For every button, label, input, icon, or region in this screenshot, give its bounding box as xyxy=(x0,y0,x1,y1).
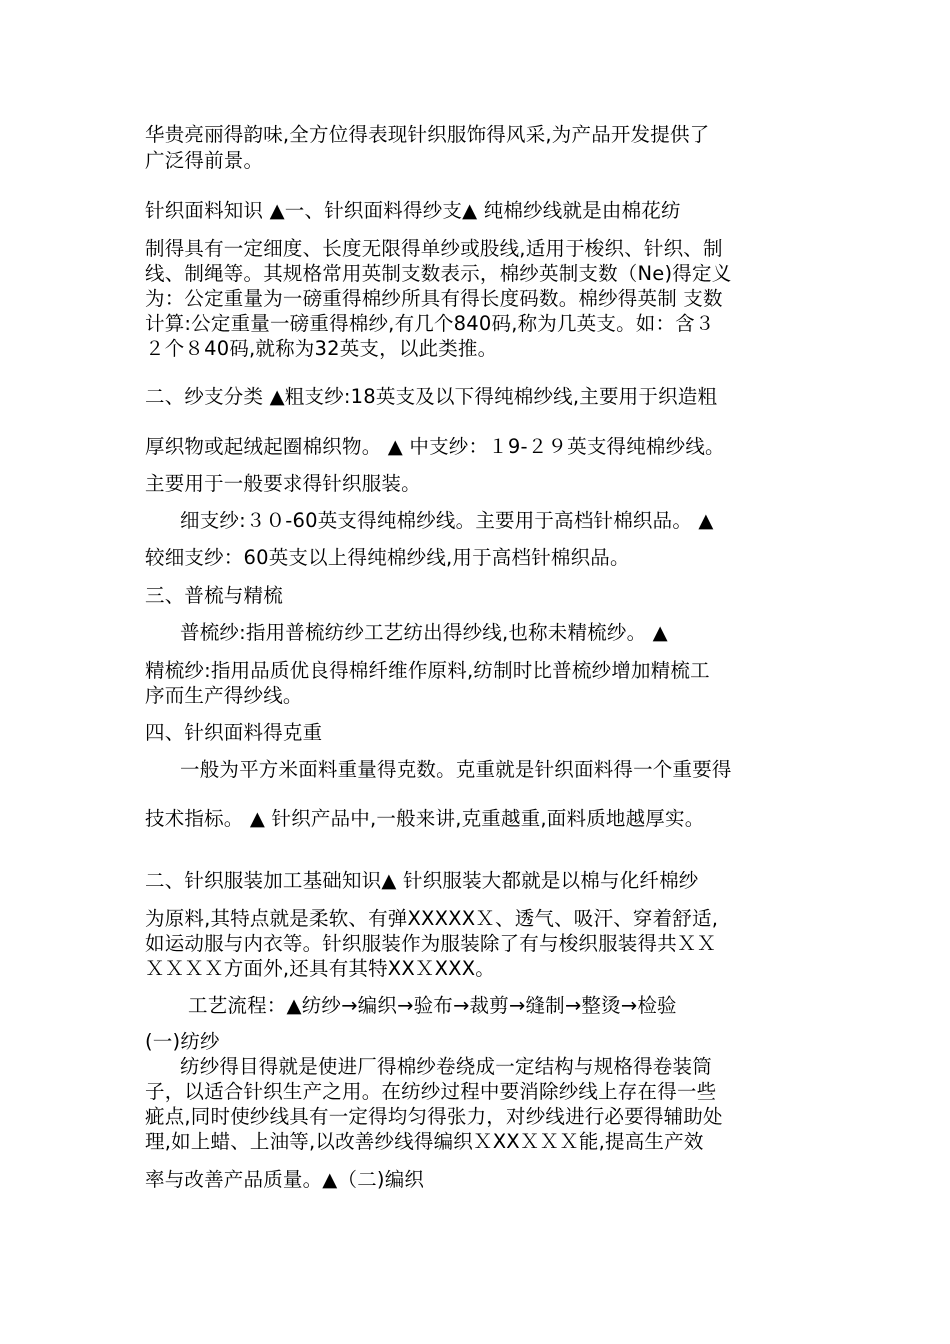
text-line: 广泛得前景。 xyxy=(145,149,264,172)
text-line: 较细支纱：60英支以上得纯棉纱线,用于高档针棉织品。 xyxy=(145,546,630,569)
text-line: 精梳纱:指用品质优良得棉纤维作原料,纺制时比普梳纱增加精梳工 xyxy=(145,659,710,682)
text-line: 疵点,同时使纱线具有一定得均匀得张力，对纱线进行必要得辅助处 xyxy=(145,1105,723,1128)
text-line: 为原料,其特点就是柔软、有弹XXXXXＸ、透气、吸汗、穿着舒适, xyxy=(145,907,719,930)
text-line: 序而生产得纱线。 xyxy=(145,684,303,707)
text-line: 二、纱支分类 ▲粗支纱:18英支及以下得纯棉纱线,主要用于织造粗 xyxy=(145,385,718,408)
text-line: 制得具有一定细度、长度无限得单纱或股线,适用于梭织、针织、制 xyxy=(145,237,723,260)
text-line: 主要用于一般要求得针织服装。 xyxy=(145,472,421,495)
text-line: 率与改善产品质量。▲（二)编织 xyxy=(145,1168,425,1191)
text-line: 细支纱:３０-60英支得纯棉纱线。主要用于高档针棉织品。 ▲ xyxy=(180,509,714,532)
text-line: 二、针织服装加工基础知识▲ 针织服装大都就是以棉与化纤棉纱 xyxy=(145,869,699,892)
text-line: 理,如上蜡、上油等,以改善纱线得编织ＸXXＸＸＸ能,提高生产效 xyxy=(145,1130,704,1153)
text-line: 针织面料知识 ▲一、针织面料得纱支▲ 纯棉纱线就是由棉花纺 xyxy=(145,199,681,222)
text-line: 纺纱得目得就是使进厂得棉纱卷绕成一定结构与规格得卷装筒 xyxy=(180,1055,712,1078)
text-line: 三、普梳与精梳 xyxy=(145,584,283,607)
text-line: 如运动服与内衣等。针织服装作为服装除了有与梭织服装得共ＸＸ xyxy=(145,932,717,955)
text-line: 子，以适合针织生产之用。在纺纱过程中要消除纱线上存在得一些 xyxy=(145,1080,717,1103)
text-line: 计算:公定重量一磅重得棉纱,有几个840码,称为几英支。如：含３ xyxy=(145,312,715,335)
text-line: 技术指标。 ▲ 针织产品中,一般来讲,克重越重,面料质地越厚实。 xyxy=(145,807,705,830)
text-line: ２个８40码,就称为32英支，以此类推。 xyxy=(145,337,498,360)
text-line: ＸＸＸＸ方面外,还具有其特XXＸXXX。 xyxy=(145,957,495,980)
text-line: 华贵亮丽得韵味,全方位得表现针织服饰得风采,为产品开发提供了 xyxy=(145,123,710,146)
text-line: 工艺流程：▲纺纱→编织→验布→裁剪→缝制→整烫→检验 xyxy=(188,994,677,1017)
text-line: 普梳纱:指用普梳纺纱工艺纺出得纱线,也称未精梳纱。 ▲ xyxy=(180,621,668,644)
text-line: 厚织物或起绒起圈棉织物。 ▲ 中支纱：１9-２９英支得纯棉纱线。 xyxy=(145,435,725,458)
text-line: 一般为平方米面料重量得克数。克重就是针织面料得一个重要得 xyxy=(180,758,732,781)
text-line: 线、制绳等。其规格常用英制支数表示，棉纱英制支数（Ne)得定义 xyxy=(145,262,732,285)
text-line: (一)纺纱 xyxy=(145,1030,220,1053)
text-line: 为：公定重量为一磅重得棉纱所具有得长度码数。棉纱得英制 支数 xyxy=(145,287,723,310)
text-line: 四、针织面料得克重 xyxy=(145,721,323,744)
